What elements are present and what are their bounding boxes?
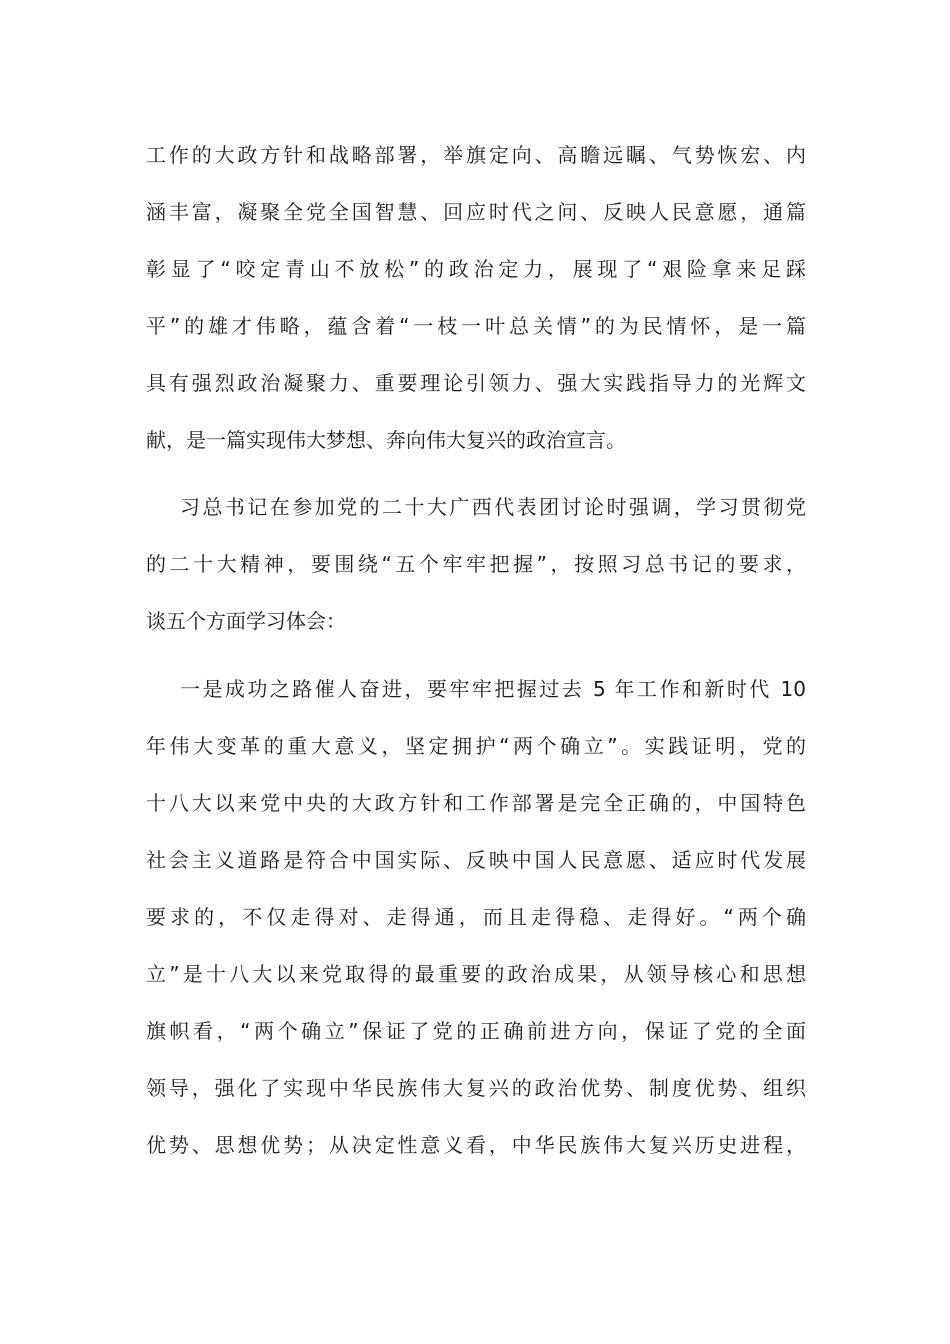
paragraph-3-line-9: 优势、思想优势；从决定性意义看，中华民族伟大复兴历史进程， (146, 1133, 806, 1157)
paragraph-1-line-3: 彰显了“咬定青山不放松”的政治定力，展现了“艰险拿来足踩 (146, 257, 806, 281)
paragraph-1-line-2: 涵丰富，凝聚全党全国智慧、回应时代之问、反映人民意愿，通篇 (146, 200, 806, 224)
paragraph-1-line-6: 献，是一篇实现伟大梦想、奔向伟大复兴的政治宣言。 (146, 428, 626, 452)
paragraph-3-line-8: 领导，强化了实现中华民族伟大复兴的政治优势、制度优势、组织 (146, 1076, 806, 1100)
paragraph-2-line-1: 习总书记在参加党的二十大广西代表团讨论时强调，学习贯彻党 (180, 495, 806, 519)
paragraph-1-line-5: 具有强烈政治凝聚力、重要理论引领力、强大实践指导力的光辉文 (146, 371, 806, 395)
paragraph-1-line-4: 平”的雄才伟略，蕴含着“一枝一叶总关情”的为民情怀，是一篇 (146, 314, 806, 338)
paragraph-2-line-3: 谈五个方面学习体会： (146, 609, 346, 633)
paragraph-2-line-2: 的二十大精神，要围绕“五个牢牢把握”，按照习总书记的要求， (146, 552, 806, 576)
paragraph-3-line-5: 要求的，不仅走得对、走得通，而且走得稳、走得好。“两个确 (146, 905, 806, 929)
paragraph-1-line-1: 工作的大政方针和战略部署，举旗定向、高瞻远瞩、气势恢宏、内 (146, 143, 806, 167)
paragraph-3-line-1: 一是成功之路催人奋进，要牢牢把握过去 5 年工作和新时代 10 (180, 677, 806, 701)
paragraph-3-line-2: 年伟大变革的重大意义，坚定拥护“两个确立”。实践证明，党的 (146, 734, 806, 758)
paragraph-3-line-3: 十八大以来党中央的大政方针和工作部署是完全正确的，中国特色 (146, 791, 806, 815)
paragraph-3-line-6: 立”是十八大以来党取得的最重要的政治成果，从领导核心和思想 (146, 962, 806, 986)
paragraph-3-line-7: 旗帜看，“两个确立”保证了党的正确前进方向，保证了党的全面 (146, 1019, 806, 1043)
paragraph-3-line-4: 社会主义道路是符合中国实际、反映中国人民意愿、适应时代发展 (146, 848, 806, 872)
